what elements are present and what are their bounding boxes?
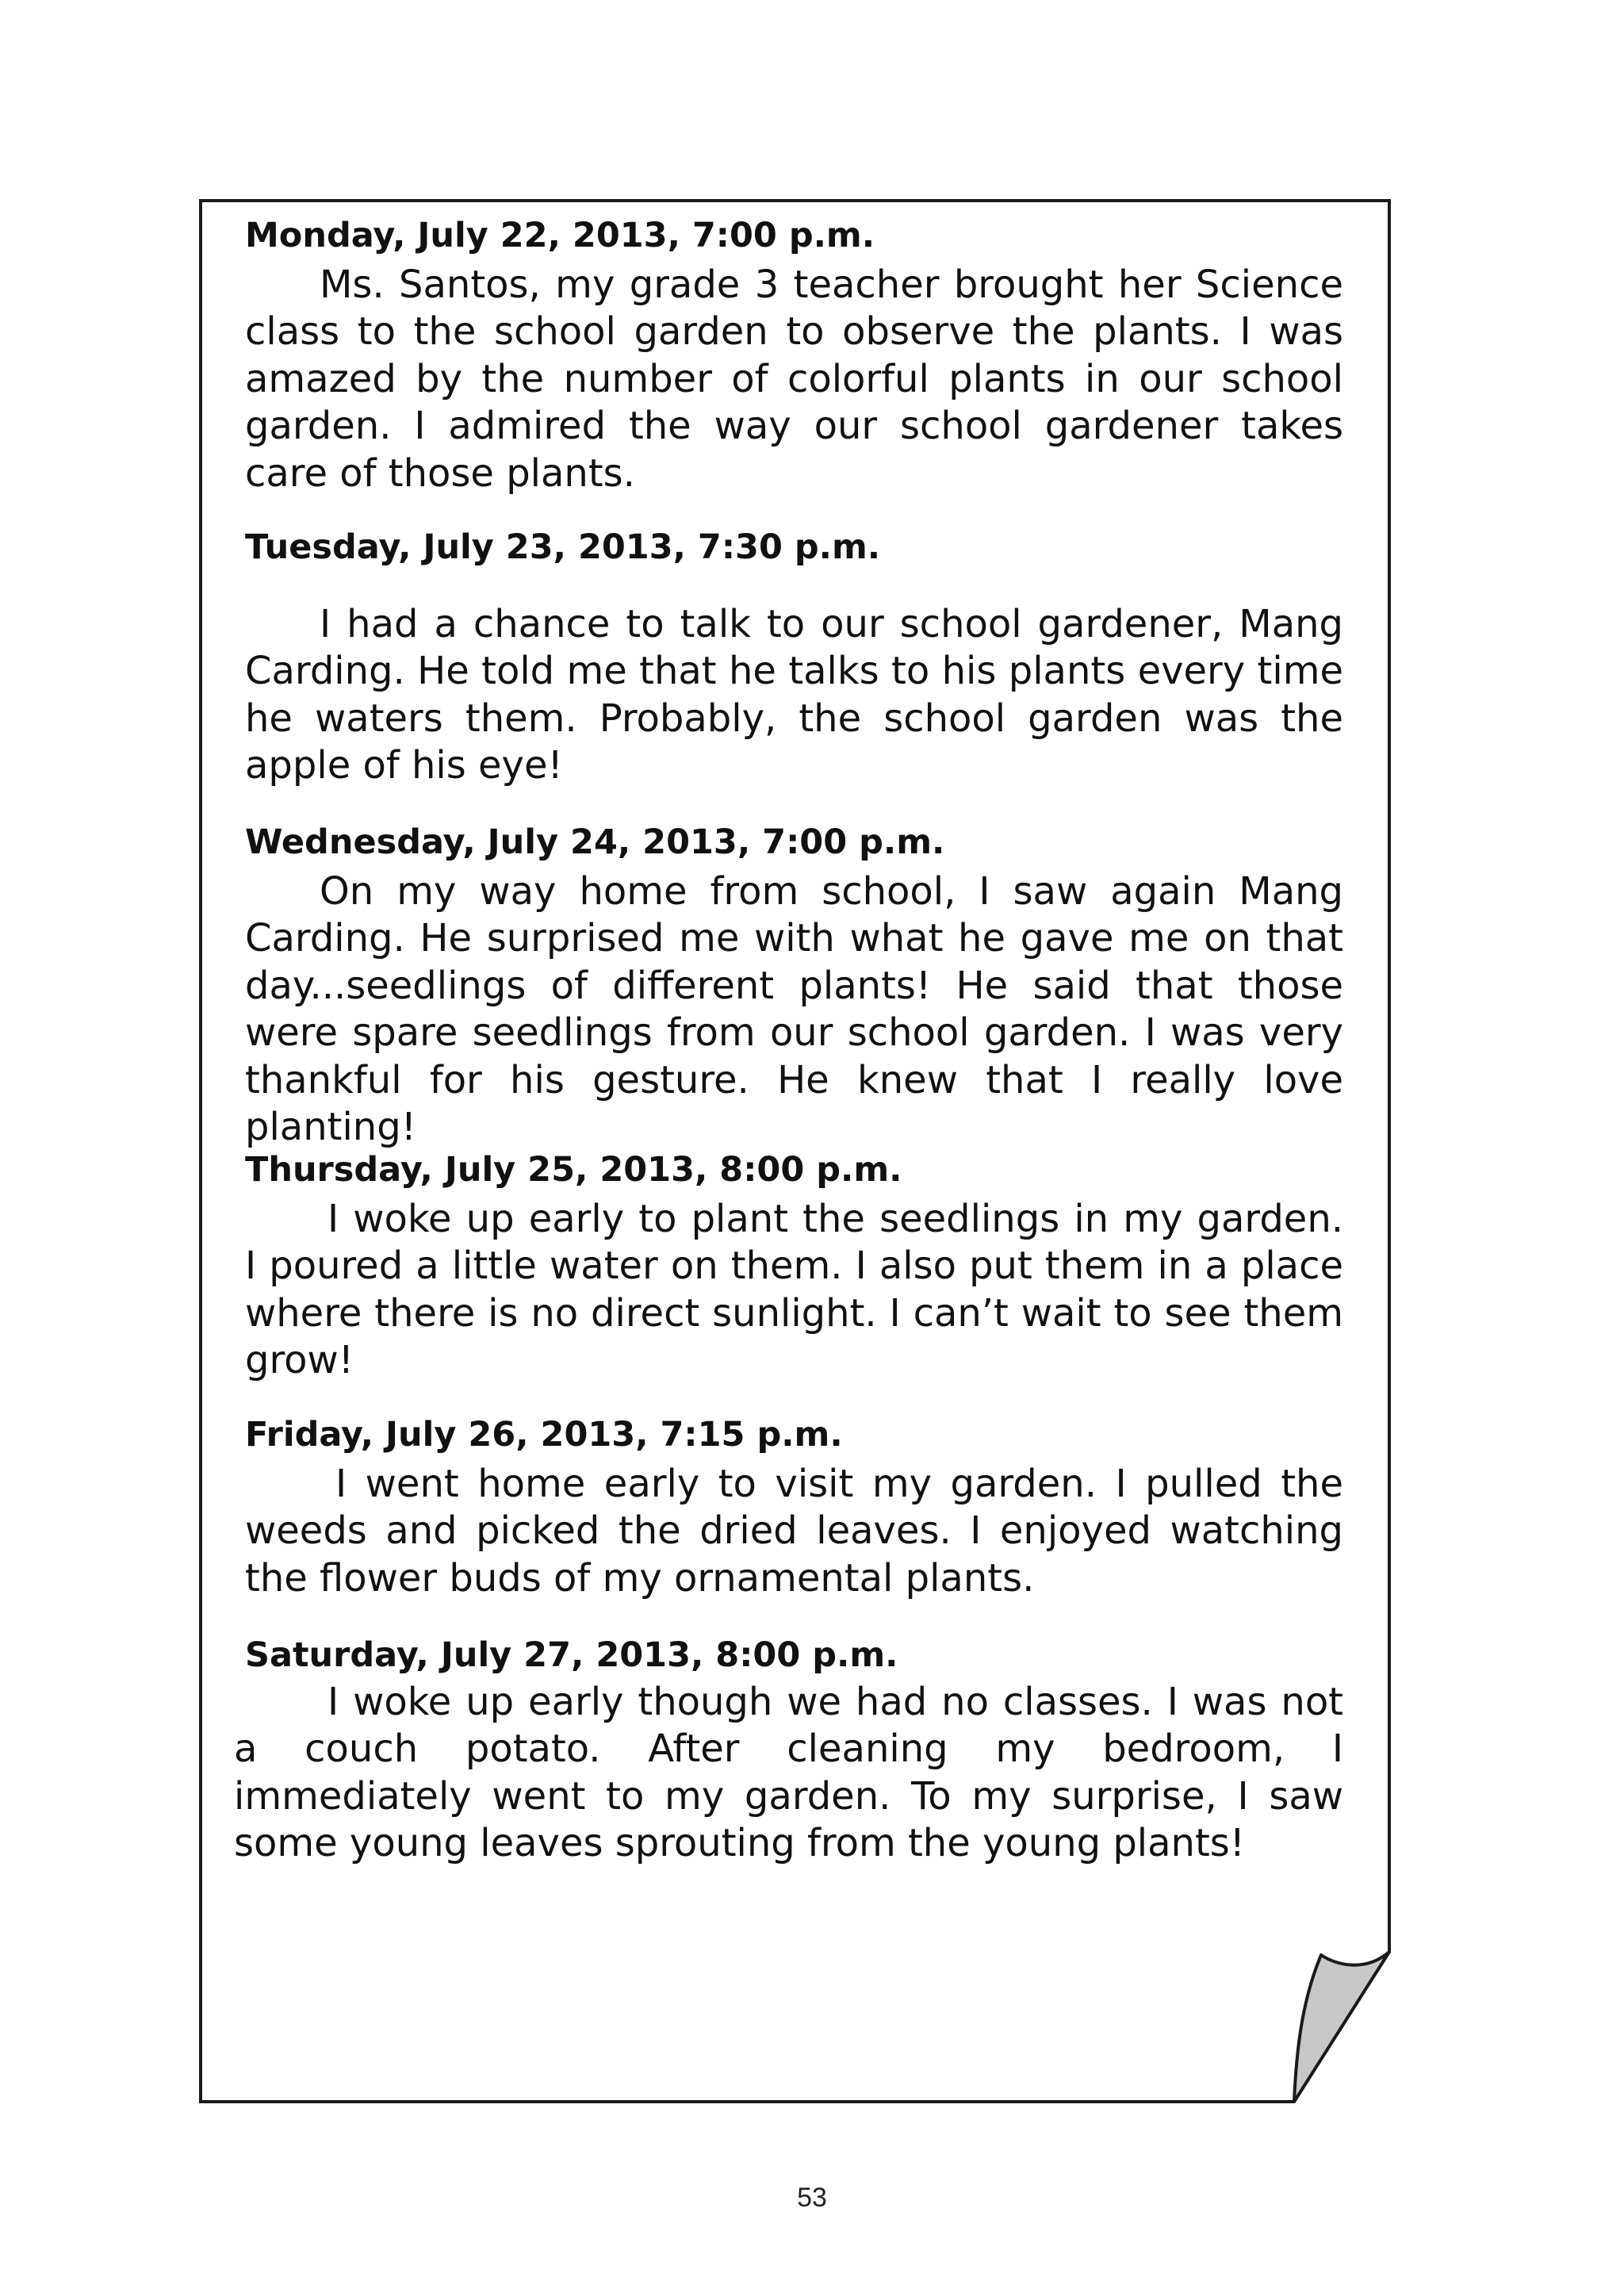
diary-entry-tuesday [245, 524, 1343, 790]
entry-text: I had a chance to talk to our school gardener, Mang Carding. He told me that he talks to his plants every time he waters them. Probably, the school garden was the apple of his eye! [245, 602, 1343, 788]
entry-date-heading: Saturday, July 27, 2013, 8:00 p.m. [245, 1635, 898, 1675]
diary-entry-friday [245, 1412, 1343, 1602]
diary-entry-wednesday [245, 819, 1343, 1151]
entry-text: I woke up early though we had no classes. I was not a couch potato. After cleaning my bedroom, I immediately went to my garden. To my surprise, I saw some young leaves sprouting from the young plants! [234, 1680, 1343, 1866]
diary-entry-monday [245, 213, 1343, 497]
entry-date-heading: Tuesday, July 23, 2013, 7:30 p.m. [245, 527, 881, 567]
diary-entry-saturday [234, 1632, 1343, 1868]
entry-text: Ms. Santos, my grade 3 teacher brought her Science class to the school garden to observe the plants. I was amazed by the number of colorful plants in our school garden. I admired the way our school gardener takes care of those plants. [245, 263, 1343, 496]
page-number: 53 [797, 2183, 827, 2213]
entry-text: On my way home from school, I saw again Mang Carding. He surprised me with what he gave me on that day...seedlings of different plants! He said that those were spare seedlings from our school garden. I was very thankful for his gesture. He knew that I really love planting! [245, 869, 1343, 1150]
entry-date-heading: Monday, July 22, 2013, 7:00 p.m. [245, 216, 875, 255]
diary-entry-thursday [245, 1147, 1343, 1385]
entry-date-heading: Wednesday, July 24, 2013, 7:00 p.m. [245, 822, 945, 862]
entry-text: I went home early to visit my garden. I pulled the weeds and picked the dried leaves. I enjoyed watching the flower buds of my ornamental plants. [245, 1462, 1343, 1600]
entry-date-heading: Thursday, July 25, 2013, 8:00 p.m. [245, 1150, 902, 1190]
entry-date-heading: Friday, July 26, 2013, 7:15 p.m. [245, 1415, 843, 1455]
entry-text: I woke up early to plant the seedlings in my garden. I poured a little water on them. I also put them in a place where there is no direct sunlight. I can’t wait to see them grow! [245, 1197, 1343, 1383]
